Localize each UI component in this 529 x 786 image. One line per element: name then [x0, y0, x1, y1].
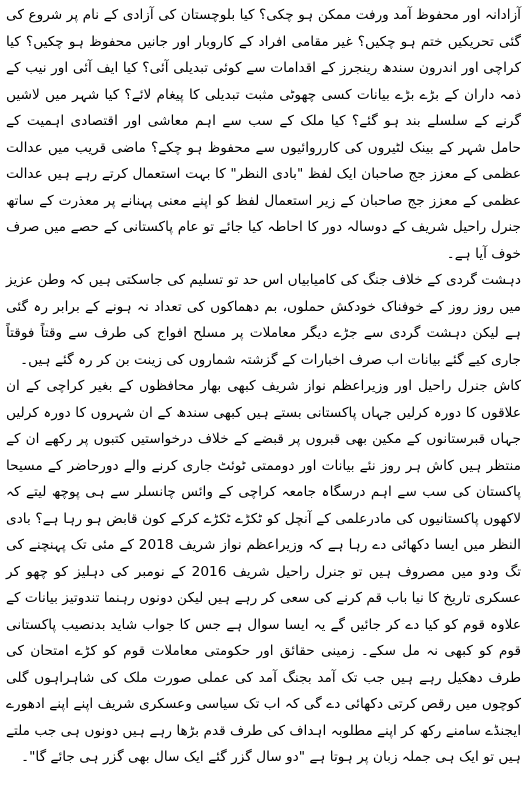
paragraph-1: آزادانہ اور محفوظ آمد ورفت ممکن ہو چکی؟ کیا بلوچستان کی آزادی کے نام پر شروع کی گئی تحریکیں ختم ہو چکیں؟ غیر مقامی افراد کے کاروبار اور جانیں محفوظ ہو چکیں؟ کیا کراچی اور اندرون سندھ رینجرز کے اقدامات سے کوئی تبدیلی آئی؟ کیا ایف آئی اور نیب کے ذمہ داران کے بڑے بڑے بیانات کسی چھوٹی مثبت تبدیلی کا پیغام لائے؟ کیا شہر میں لاشیں گرنے کے سلسلے بند ہو گئے؟ کیا ملک کے سب سے اہم معاشی اور اقتصادی اہمیت کے حامل شہر کے بینک لٹیروں کی کارروائیوں سے محفوظ ہو چکے؟ ماضی قریب میں عدالت عظمی کے معزز جج صاحبان ایک لفظ "بادی النظر" کا بہت استعمال کرتے رہے ہیں عدالت عظمی کے معزز جج صاحبان کے زیر استعمال لفظ کو اپنے معنی پہنانے پر معذرت کے ساتھ جنرل راحیل شریف کے دوسالہ دور کا احاطہ کیا جائے تو عام پاکستانی کے حصے میں صرف خوف آیا ہے۔ [6, 7, 521, 262]
paragraph-2: دہشت گردی کے خلاف جنگ کی کامیابیاں اس حد تو تسلیم کی جاسکتی ہیں کہ وطن عزیز میں روز روز کے خوفناک خودکش حملوں، بم دھماکوں کی تعداد نہ ہونے کے برابر رہ گئی ہے لیکن دہشت گردی سے جڑے دیگر معاملات پر مسلح افواج کی طرف سے وقتاً فوقتاً جاری کیے گئے بیانات اب صرف اخبارات کے گزشتہ شماروں کی زینت بن کر رہ گئے ہیں۔ [6, 272, 521, 368]
paragraph-3: کاش جنرل راحیل اور وزیراعظم نواز شریف کبھی بھار محافظوں کے بغیر کراچی کے ان علاقوں کا دورہ کرلیں جہاں پاکستانی بستے ہیں کبھی سندھ کے ان شہروں کا دورہ کرلیں جہاں قبرستانوں کے مکین بھی قبروں پر قبضے کے خلاف درخواستیں کتبوں پر رکھے ان کے منتظر ہیں کاش ہر روز نئے بیانات اور دوممتی ٹوئٹ جاری کرنے والے دورحاضر کے مسیحا پاکستان کی سب سے اہم درسگاہ جامعہ کراچی کے وائس چانسلر سے ہی پوچھ لیتے کہ لاکھوں پاکستانیوں کی مادرعلمی کے آنچل کو ٹکڑے ٹکڑے کرکے کون قابض ہو رہا ہے؟ بادی النظر میں ایسا دکھائی دے رہا ہے کہ وزیراعظم نواز شریف 2018 کے مئی تک پہنچنے کی تگ ودو میں مصروف ہیں تو جنرل راحیل شریف 2016 کے نومبر کی دہلیز کو چھو کر عسکری تاریخ کا نیا باب قم کرنے کی سعی کر رہے ہیں لیکن دونوں رہنما تندوتیز بیانات کے علاوہ قوم کو کیا دے کر جائیں گے یہ ایسا سوال ہے جس کا جواب شاید بدنصیب پاکستانی قوم کو کبھی نہ مل سکے۔ زمینی حقائق اور حکومتی معاملات قوم کو کڑے امتحان کی طرف دھکیل رہے ہیں جب تک آمد بجنگ آمد کی عملی صورت ملک کی شاہراہوں گلی کوچوں میں رقص کرتی دکھائی دے گی کہ اب تک سیاسی وعسکری شریف اپنے اپنے ادھورے ایجنڈے سامنے رکھ کر اپنے مطلوبہ اہداف کی طرف قدم بڑھا رہے ہیں دونوں ہی جب ملتے ہیں تو ایک ہی جملہ زبان پر ہوتا ہے "دو سال گزر گئے ایک سال بھی گزر ہی جائے گا"۔ [6, 378, 521, 765]
